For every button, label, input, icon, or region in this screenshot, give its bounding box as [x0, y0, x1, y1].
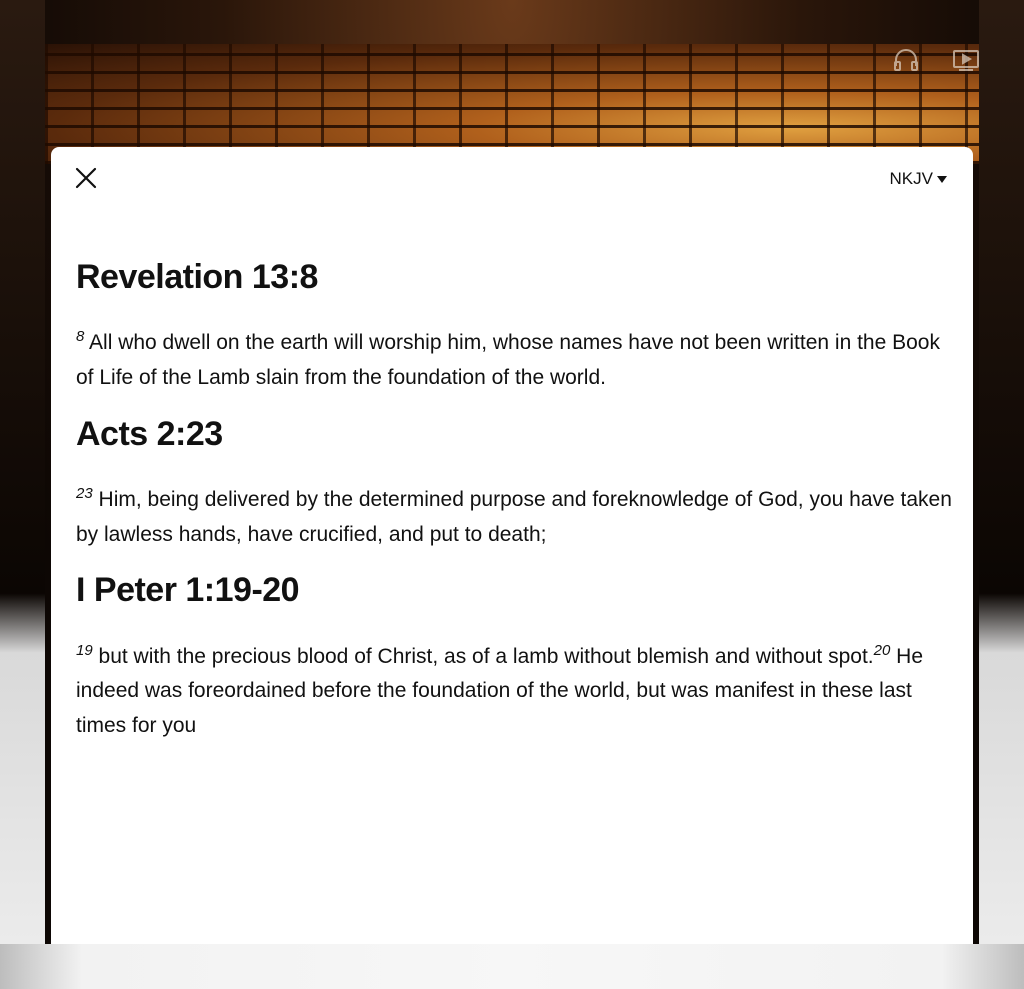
verse-number: 19 [76, 641, 93, 659]
verse-number: 23 [76, 485, 93, 503]
blurred-edge-left [0, 0, 45, 989]
close-icon[interactable] [73, 165, 99, 191]
verse-text [76, 326, 956, 395]
caret-down-icon [937, 176, 947, 183]
verse-number: 8 [76, 328, 85, 346]
passage-reference[interactable]: Acts 2:23 [76, 414, 223, 453]
passage [76, 572, 956, 743]
video-icon[interactable] [953, 48, 979, 72]
verse-text [76, 640, 956, 744]
passage-reference[interactable]: I Peter 1:19-20 [76, 571, 300, 610]
verse-body: but with the precious blood of Christ, as of a lamb without blemish and without spot. [98, 644, 874, 668]
scripture-popup [51, 147, 973, 947]
verse-body: Him, being delivered by the determined purpose and foreknowledge of God, you have taken by lawless hands, have crucified, and put to death; [76, 488, 952, 546]
passage [76, 416, 956, 553]
top-toolbar [893, 48, 979, 72]
blurred-edge-bottom [0, 944, 1024, 989]
version-label: NKJV [889, 169, 933, 188]
passage [76, 259, 956, 396]
blurred-edge-right [979, 0, 1024, 989]
brick-wall-header-image [45, 44, 979, 164]
headphones-icon[interactable] [893, 48, 919, 72]
passage-reference[interactable]: Revelation 13:8 [76, 258, 318, 296]
verse-body: All who dwell on the earth will worship him, whose names have not been written in the Book of Life of the Lamb slain from the foundation of the world. [76, 331, 940, 390]
verse-body: He indeed was foreordained before the foundation of the world, but was manifest in these last times for you [76, 644, 924, 738]
passages-list [76, 259, 956, 764]
version-selector[interactable] [890, 169, 947, 189]
verse-text [76, 483, 956, 552]
verse-number: 20 [873, 641, 891, 659]
